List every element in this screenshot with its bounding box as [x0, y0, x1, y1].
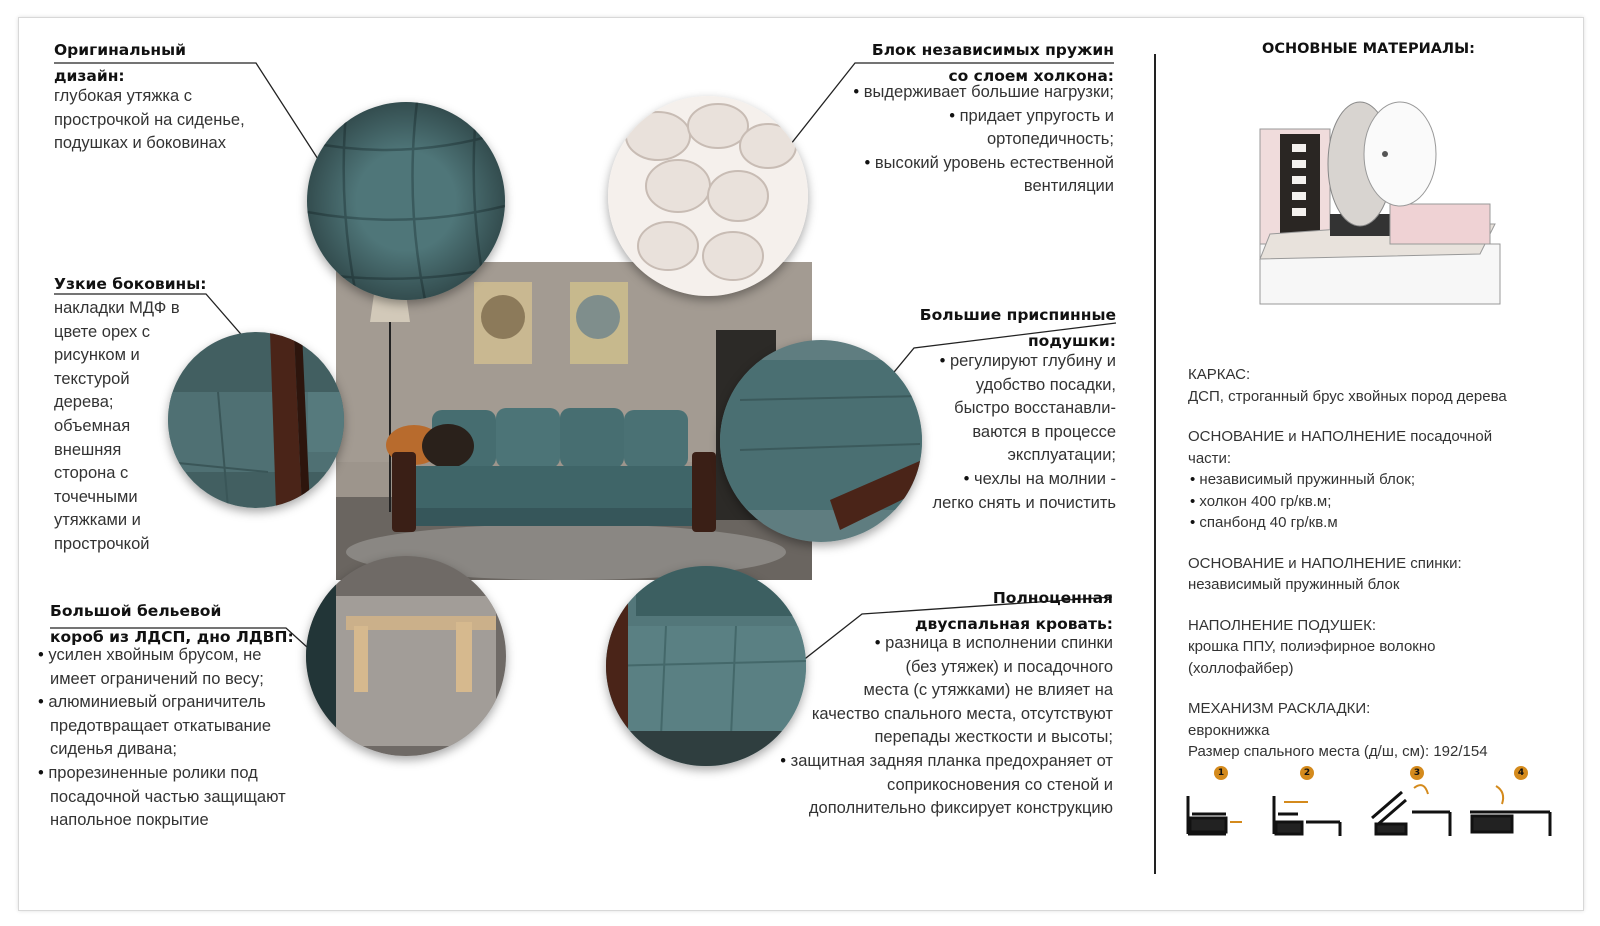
cushions-text: • регулируют глубину и удобство посадки, быстро восстанавли- ваются в процессе эксплуатации; • чехлы на молнии - легко снять и почистить [932, 350, 1116, 515]
double-bed-circle [606, 566, 806, 766]
step-1-badge: 1 [1214, 766, 1228, 780]
quilted-fabric-circle [307, 102, 505, 300]
cross-section-illustration [1240, 94, 1510, 314]
materials-title: ОСНОВНЫЕ МАТЕРИАЛЫ: [1262, 41, 1475, 57]
cushions-title: Большие приспинные подушки: [919, 306, 1116, 350]
sides-title: Узкие боковины: [54, 275, 207, 293]
design-text: глубокая утяжка с прострочкой на сиденье, подушках и боковинах [54, 87, 245, 153]
design-title: Оригинальный дизайн: [54, 41, 186, 85]
step-3-badge: 3 [1410, 766, 1424, 780]
springs-text: • выдерживает большие нагрузки; • придает упругость и ортопедичность; • высокий уровень естественной вентиляции [853, 81, 1114, 199]
side-panel-circle [168, 332, 344, 508]
bed-text: • разница в исполнении спинки (без утяжек) и посадочного места (с утяжками) не влияет на качество спального места, отсутствуют перепады жесткости и высоты; • защитная задняя планка предохраняет от соприкосновения со стеной и дополнительно фиксирует конструкцию [780, 632, 1113, 821]
box-title: Большой бельевой короб из ЛДСП, дно ЛДВП: [50, 602, 294, 646]
back-cushion-circle [720, 340, 922, 542]
mechanism-diagram [1180, 778, 1560, 858]
step-4-badge: 4 [1514, 766, 1528, 780]
sides-text: накладки МДФ в цвете орех с рисунком и текстурой дерева; объемная внешняя сторона с точечными утяжками и прострочкой [54, 299, 180, 553]
box-text: • усилен хвойным брусом, не имеет ограничений по весу; • алюминиевый ограничитель предотвращает откатывание сиденья дивана; • прорезиненные ролики под посадочной частью защищают напольное покрытие [38, 644, 286, 833]
column-divider [1154, 54, 1156, 874]
springs-title: Блок независимых пружин со слоем холкона: [871, 41, 1114, 85]
bed-title: Полноценная двуспальная кровать: [915, 589, 1113, 633]
materials-list: КАРКАС: ДСП, строганный брус хвойных пород дерева ОСНОВАНИЕ и НАПОЛНЕНИЕ посадочной части: • независимый пружинный блок; • холкон 400 гр/кв.м; • спанбонд 40 гр/кв.м ОСНОВАНИЕ и НАПОЛНЕНИЕ спинки: независимый пружинный блок НАПОЛНЕНИЕ ПОДУШЕК: крошка ППУ, полиэфирное волокно (холлофайбер) МЕХАНИЗМ РАСКЛАДКИ: еврокнижка Размер спального места (д/ш, см): 192/154 [1188, 364, 1507, 763]
unfolding-steps [1180, 768, 1560, 863]
storage-box-circle [306, 556, 506, 756]
spring-block-circle [608, 96, 808, 296]
step-2-badge: 2 [1300, 766, 1314, 780]
